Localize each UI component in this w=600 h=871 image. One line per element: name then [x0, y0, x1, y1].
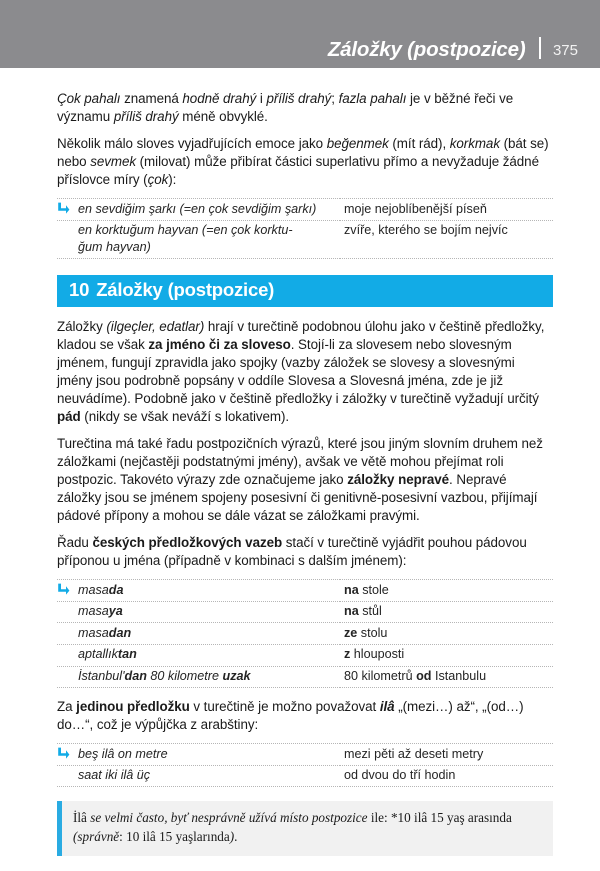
turkish-cell [57, 644, 340, 666]
text-run: stole [358, 582, 389, 597]
text-run: korkmak [449, 136, 500, 152]
text-run: ): [168, 172, 177, 188]
text-run: z [344, 647, 351, 662]
text-run: českých předložkových vazeb [92, 535, 283, 551]
example-table-case-suffixes [57, 579, 553, 688]
table-row [57, 199, 553, 221]
page-title: Záložky (postpozice) [327, 37, 526, 61]
text-run: ilâ [379, 699, 395, 715]
text-run: tan [117, 647, 137, 662]
text-run: . Nepravé záložky jsou se jménem spojeny posesivní či genitivně-posesivní vazbou, přijímají pádové přípony a mohou se dále vázat se záložkami pravými. [57, 471, 538, 524]
section-number: 10 [69, 278, 90, 300]
czech-cell: zvíře, kterého se bojím nejvíc [344, 223, 508, 238]
example-table-body [57, 580, 553, 688]
text-run: jedinou předložku [76, 699, 190, 715]
text-run: Řadu [57, 535, 93, 551]
turkish-cell [57, 666, 340, 688]
arrow-turn-down-right-icon [57, 583, 70, 595]
text-run: i [256, 91, 267, 106]
text-run: (nikdy se však neváží s lokativem). [80, 408, 290, 424]
turkish-cell [57, 199, 340, 221]
arrow-turn-down-right-icon [57, 202, 70, 214]
turkish-cell [57, 623, 340, 645]
text-run: příliš drahý [113, 109, 179, 125]
table-row [57, 744, 553, 766]
table-row [57, 644, 553, 666]
paragraph-2 [57, 135, 553, 189]
czech-cell: mezi pěti až deseti metry [344, 746, 484, 761]
text-run: Turečtina má také řadu postpozičních výrazů, které jsou jiným slovním druhem než záložkami (nejčastěji podstatnými jmény), avšak ve větě mohou přejímat roli postpozic. Takovéto výrazy zde označujeme jako [57, 435, 543, 487]
example-table-superlatives [57, 198, 553, 259]
turkish-cell [57, 220, 340, 258]
text-run: příliš drahý [266, 91, 332, 106]
czech-cell [340, 666, 553, 688]
text-run: ya [108, 604, 123, 619]
text-run: na [344, 582, 359, 597]
text-run: beğenmek [326, 136, 389, 152]
turkish-cell [57, 601, 340, 623]
text-run: se velmi často, byť nesprávně užívá místo postpozice [90, 810, 368, 826]
turkish-text: beş ilâ on metre [78, 746, 168, 761]
czech-cell [340, 580, 553, 602]
text-run: (milovat) může přibírat částici superlativu přímo a nevyžaduje žádné příslovce míry ( [57, 154, 539, 188]
arrow-turn-down-right-icon [57, 747, 70, 759]
turkish-text [78, 669, 251, 683]
text-run: ze [344, 625, 358, 640]
table-row [57, 601, 553, 623]
text-run: je v běžné řeči ve významu [57, 91, 514, 125]
turkish-text [78, 604, 123, 618]
text-run: sevmek [90, 154, 136, 170]
text-run: na [344, 604, 359, 619]
header-divider [539, 37, 541, 59]
text-run: masa [78, 604, 109, 619]
page-number: 375 [552, 42, 578, 59]
czech-cell: od dvou do tří hodin [344, 768, 456, 783]
text-run: „(mezi…) až“, „(od…) do…“, což je výpůjčka z arabštiny: [57, 699, 524, 733]
turkish-cell [57, 744, 340, 766]
text-run: ; [331, 91, 339, 106]
note-text [62, 801, 553, 855]
text-run: . Stojí-li za slovesem nebo slovesným jménem, fungují zpravidla jako spojky (vazby záložek se slovesy a slovesnými jmény jsou podrobně popsány v oddíle Slovesa a Slovesná jména, zde je již neuvádíme). Podobně jako v češtině předložky i záložky v turečtině vyžadují určitý [57, 336, 539, 406]
table-row [57, 666, 553, 688]
table-row [57, 580, 553, 602]
text-run: v turečtině je možno považovat [189, 699, 380, 715]
text-run: masa [78, 625, 109, 640]
text-run: 80 kilometrů [344, 669, 417, 684]
text-run: za jméno či za sloveso [148, 336, 291, 352]
text-run: dan [108, 625, 132, 640]
paragraph-5 [57, 534, 553, 570]
text-run: pád [57, 408, 81, 424]
page-running-header [0, 0, 600, 68]
table-row [57, 220, 553, 258]
text-run: masa [78, 582, 109, 597]
turkish-text: en sevdiğim şarkı (=en çok sevdiğim şarkı) [78, 201, 317, 216]
text-run: stůl [358, 604, 382, 619]
czech-cell: moje nejoblíbenější píseň [344, 201, 487, 216]
text-run: hrají v turečtině podobnou úlohu jako v češtině předložky, kladou se však [57, 318, 545, 352]
turkish-text [78, 647, 137, 661]
czech-cell [340, 644, 553, 666]
text-run: . [234, 828, 238, 844]
text-run: méně obvyklé. [178, 109, 268, 125]
text-run: (ilgeçler, edatlar) [106, 318, 205, 334]
section-heading-banner [57, 275, 553, 307]
text-run: ile: *10 ilâ 15 yaş arasında [367, 810, 512, 826]
text-run: hodně drahý [182, 91, 257, 106]
czech-cell [340, 623, 553, 645]
paragraph-6 [57, 698, 553, 734]
text-run: Několik málo sloves vyjadřujících emoce jako [57, 136, 327, 152]
text-run: Çok pahalı [57, 91, 121, 106]
example-table-ila [57, 743, 553, 787]
turkish-text: saat iki ilâ üç [78, 768, 151, 783]
text-run: stolu [357, 625, 388, 640]
text-run: záložky nepravé [347, 471, 450, 487]
text-run: aptallık [78, 647, 118, 662]
text-run: uzak [222, 669, 251, 684]
turkish-cell [57, 765, 340, 787]
text-run: stačí v turečtině vyjádřit pouhou pádovou příponou u jména (případně v kombinaci s dalším jménem): [57, 535, 527, 569]
text-run: çok [147, 172, 169, 188]
text-run: Istanbulu [431, 669, 487, 684]
text-run: (bát se) nebo [57, 136, 549, 170]
text-run: (správně [73, 828, 120, 844]
text-run: (mít rád), [388, 136, 450, 152]
turkish-cell [57, 580, 340, 602]
text-run: hlouposti [350, 647, 405, 662]
example-table-body [57, 199, 553, 259]
text-run: znamená [120, 91, 183, 106]
text-run: ) [229, 828, 235, 844]
text-run: İlâ [73, 810, 91, 826]
text-run: od [416, 669, 432, 684]
paragraph-3 [57, 318, 553, 426]
page-content [0, 68, 600, 856]
text-run: Záložky [57, 318, 107, 334]
turkish-text [78, 583, 124, 597]
turkish-text [78, 626, 131, 640]
text-run: Za [57, 699, 77, 715]
czech-cell [340, 601, 553, 623]
text-run: 80 kilometre [146, 669, 223, 684]
table-row [57, 765, 553, 787]
table-row [57, 623, 553, 645]
note-callout [57, 801, 553, 855]
section-title: Záložky (postpozice) [96, 278, 275, 300]
example-table-body [57, 744, 553, 787]
turkish-text: en korktuğum hayvan (=en çok korktu- ğum hayvan) [78, 223, 293, 254]
text-run: da [108, 582, 124, 597]
text-run: : 10 ilâ 15 yaşlarında [119, 828, 230, 844]
text-run: fazla pahalı [338, 91, 407, 106]
text-run: İstanbul' [78, 669, 125, 684]
text-run: dan [124, 669, 147, 684]
paragraph-4 [57, 435, 553, 525]
paragraph-1 [57, 90, 553, 126]
